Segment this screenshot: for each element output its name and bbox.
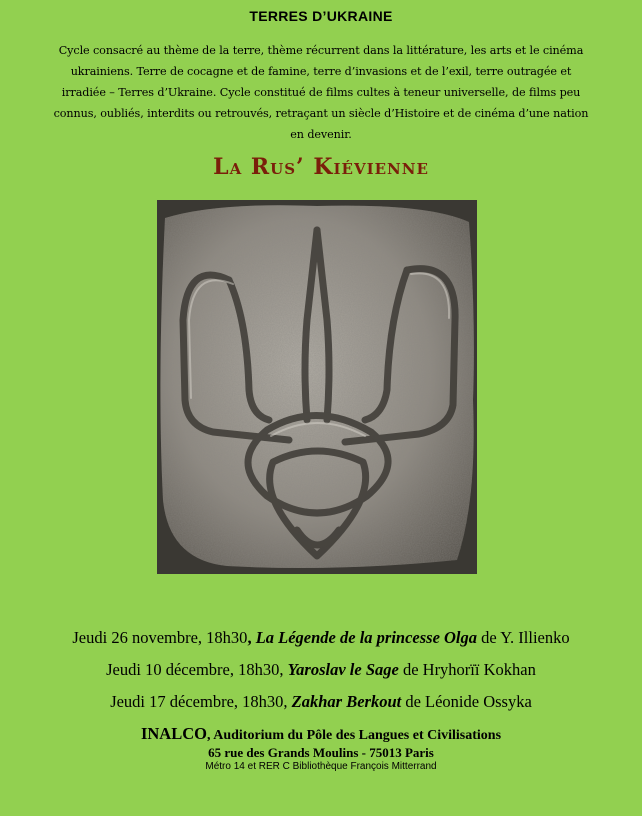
section-title: La Rus’ Kiévienne <box>213 154 429 180</box>
screening-3-director: de Léonide Ossyka <box>401 692 532 711</box>
trident-seal-image <box>157 200 477 574</box>
cycle-title: TERRES D’UKRAINE <box>249 8 393 24</box>
screening-1-director: de Y. Illienko <box>477 628 570 647</box>
screening-1-film: La Légende de la princesse Olga <box>255 628 478 647</box>
cycle-description: Cycle consacré au thème de la terre, thème récurrent dans la littérature, les arts et le cinéma ukrainiens. Terre de cocagne et de famine, terre d’invasions et de l’exil, terre outragée et irradiée – Terres d’Ukraine. Cycle constitué de films cultes à teneur universelle, de films peu connus, oubliés, interdits ou retrouvés, retraçant un siècle d’Histoire et de cinéma d’une nation en devenir. <box>53 44 589 141</box>
venue-institution: INALCO <box>140 724 207 743</box>
screening-3-film: Zakhar Berkout <box>291 692 402 711</box>
screening-3-date: Jeudi 17 décembre, 18h30, <box>110 692 292 711</box>
screening-2-date: Jeudi 10 décembre, 18h30, <box>106 660 288 679</box>
venue <box>0 724 642 744</box>
venue-hall: , Auditorium du Pôle des Langues et Civilisations <box>206 728 502 743</box>
screening-1-sep: , <box>247 628 256 647</box>
screening-1-date: Jeudi 26 novembre, 18h30 <box>72 628 248 647</box>
screening-3 <box>0 692 642 712</box>
screening-1 <box>0 628 642 648</box>
screening-2-film: Yaroslav le Sage <box>287 660 399 679</box>
screening-2 <box>0 660 642 680</box>
venue-transport: Métro 14 et RER C Bibliothèque François Mitterrand <box>205 761 437 772</box>
venue-address: 65 rue des Grands Moulins - 75013 Paris <box>208 745 434 760</box>
screening-2-director: de Hryhorïï Kokhan <box>398 660 536 679</box>
